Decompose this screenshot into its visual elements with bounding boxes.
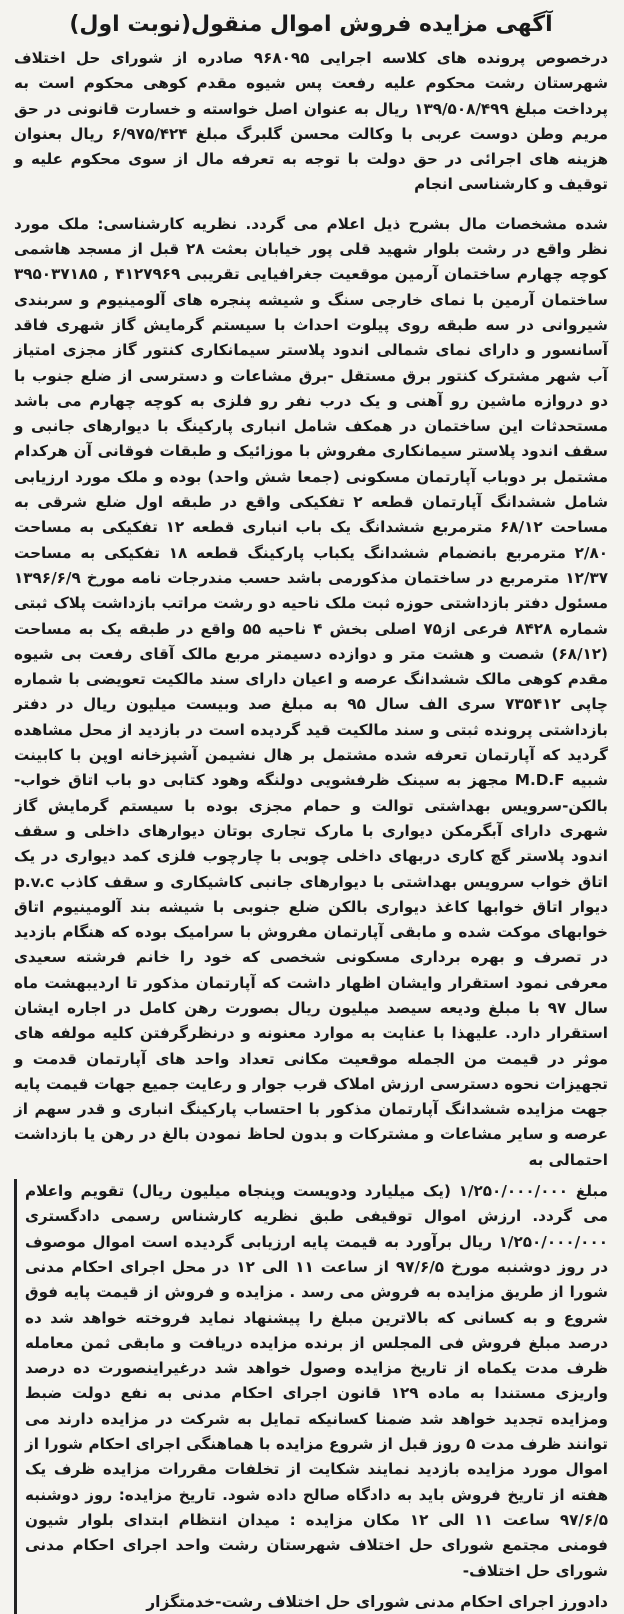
notice-auction-terms-block bbox=[14, 1179, 608, 1614]
notice-signature: دادورز اجرای احکام مدنی شورای حل اختلاف رشت-خدمتگزار bbox=[146, 1592, 608, 1611]
notice-paragraph-case: درخصوص پرونده های کلاسه اجرایی ۹۶۸۰۹۵ صادره از شورای حل اختلاف شهرستان رشت محکوم علیه رفعت پس شیوه مقدم کوهی محکوم است به پرداخت مبلغ ۱۳۹/۵۰۸/۴۹۹ ریال به عنوان اصل خواسته و خسارت قانونی در حق مریم وطن دوست عربی با وکالت محسن گلبرگ مبلغ ۶/۹۷۵/۴۲۴ ریال بعنوان هزینه های اجرائی در حق دولت با توجه به تعرفه مال از سوی محکوم علیه و توقیف و کارشناسی انجام bbox=[14, 49, 608, 194]
notice-paragraph-expert-opinion: شده مشخصات مال بشرح ذیل اعلام می گردد. نظریه کارشناسی: ملک مورد نظر واقع در رشت بلوار شهید قلی پور خیابان بعثت ۲۸ قبل از مسجد هاشمی کوچه چهارم ساختمان آرمین موقعیت جغرافیایی تقریبی ۴۱۲۷۹۶۹ , ۳۹۵۰۳۷۱۸۵ ساختمان آرمین با نمای خارجی سنگ و شیشه پنجره های آلومینیوم و سربندی شیروانی در سه طبقه روی پیلوت احداث با سیستم گرمایش گاز شهری فاقد آسانسور و دارای نمای شمالی اندود پلاستر سیمانکاری کنتور گاز مجزی امتیاز آب شهر مشترک کنتور برق مستقل -برق مشاعات و دسترسی از ضلع جنوب با دو دروازه ماشین رو آهنی و یک درب نفر رو فلزی به کوچه چهارم می باشد مستحدثات این ساختمان در همکف شامل انباری پارکینگ با دیوارهای جانبی و سقف اندود پلاستر سیمانکاری مفروش با موزائیک و طبقات فوقانی آن هرکدام مشتمل بر دوباب آپارتمان مسکونی (جمعا شش واحد) بوده و ملک مورد ارزیابی شامل ششدانگ آپارتمان قطعه ۲ تفکیکی واقع در طبقه اول ضلع شرقی به مساحت ۶۸/۱۲ مترمربع ششدانگ یک باب انباری قطعه ۱۲ تفکیکی به مساحت ۲/۸۰ مترمربع بانضمام ششدانگ یکباب پارکینگ قطعه ۱۸ تفکیکی به مساحت ۱۲/۳۷ مترمربع در ساختمان مذکورمی باشد حسب مندرجات نامه مورخ ۱۳۹۶/۶/۹ مسئول دفتر بازداشتی حوزه ثبت ملک ناحیه دو رشت مراتب بازداشت پلاک ثبتی شماره ۸۴۲۸ فرعی از۷۵ اصلی بخش ۴ ناحیه ۵۵ واقع در طبقه یک به مساحت (۶۸/۱۲) شصت و هشت متر و دوازده دسیمتر مربع مالک آقای رفعت بی شیوه مقدم کوهی مالک ششدانگ عرصه و اعیان دارای سند مالکیت تعویضی با شماره چاپی ۷۳۵۴۱۲ سری الف سال ۹۵ به مبلغ صد وبیست میلیون ریال در دفتر بازداشتی پرونده ثبتی و سند مالکیت قید گردیده است در بازدید از محل مشاهده گردید که آپارتمان تعرفه شده مشتمل بر هال نشیمن آشپزخانه اوپن با کابینت شبیه M.D.F مجهز به سینک ظرفشویی دولنگه وهود کتابی دو باب اتاق خواب-بالکن-سرویس بهداشتی توالت و حمام مجزی بوده با سیستم گرمایش گاز شهری دارای آبگرمکن دیواری با مارک تجاری بوتان دیوارهای داخلی و سقف اندود پلاستر گچ کاری دربهای داخلی چوبی با چارچوب فلزی کمد دیواری در یک اتاق خواب سرویس بهداشتی با دیوارهای جانبی کاشیکاری و سقف کاذب p.v.c دیوار اتاق خوابها کاغذ دیواری بالکن ضلع جنوبی با شیشه بند آلومینیوم اتاق خوابهای موکت شده و مابقی آپارتمان مفروش با سرامیک بوده که هنگام بازدید در تصرف و بهره برداری مسکونی شخصی که خود را خانم فرشته سعیدی معرفی نمود استقرار وایشان اظهار داشت که آپارتمان مذکور تا اردیبهشت ماه سال ۹۷ با مبلغ ودیعه سیصد میلیون ریال بصورت رهن کامل در اجاره ایشان استقرار دارد. علیهذا با عنایت به موارد معنونه و درنظرگرفتن کلیه مولفه های موثر در قیمت من الجمله موقعیت مکانی تعداد واحد های آپارتمان قدمت و تجهیزات نحوه دسترسی ارزش املاک قرب جوار و رعایت جمیع جهات قیمت پایه جهت مزایده ششدانگ آپارتمان مذکور با احتساب پارکینگ انباری و قدر سهم از عرصه و سایر مشاعات و مشترکات و بدون لحاظ نمودن بالغ در رهن یا بازداشت احتمالی به bbox=[14, 214, 608, 1169]
paragraph-gap bbox=[14, 198, 608, 212]
notice-paragraph-auction-terms: مبلغ ۱/۲۵۰/۰۰۰/۰۰۰ (یک میلیارد ودویست وپنجاه میلیون ریال) تقویم واعلام می گردد. ارزش اموال توقیفی طبق نظریه کارشناس رسمی دادگستری ۱/۲۵۰/۰۰۰/۰۰۰ ریال برآورد به قیمت پایه ارزیابی گردیده است اموال موصوف در روز دوشنبه مورخ ۹۷/۶/۵ از ساعت ۱۱ الی ۱۲ در محل اجرای احکام مدنی شورا از طریق مزایده به فروش می رسد . مزایده و فروش از قیمت پایه فوق شروع و به کسانی که بالاترین مبلغ را پیشنهاد نماید فروخته خواهد شد ده درصد مبلغ فروش فی المجلس از برنده مزایده دریافت و مابقی ثمن معامله ظرف مدت یکماه از تاریخ مزایده وصول خواهد شد درغیراینصورت ده درصد واریزی مستندا به ماده ۱۲۹ قانون اجرای احکام مدنی به نفع دولت ضبط ومزایده تجدید خواهد شد ضمنا کسانیکه تمایل به شرکت در مزایده دارند می توانند ظرف مدت ۵ روز قبل از شروع مزایده با هماهنگی اجرای احکام شورا از اموال مورد مزایده بازدید نمایند شکایت از تخلفات مقررات مزایده ظرف یک هفته از تاریخ فروش باید به دادگاه صالح داده شود. تاریخ مزایده: روز دوشنبه ۹۷/۶/۵ ساعت ۱۱ الی ۱۲ مکان مزایده : میدان انتظام ابتدای بلوار شیون فومنی مجتمع شورای حل اختلاف شهرستان رشت واحد اجرای احکام مدنی شورای حل اختلاف- bbox=[25, 1182, 609, 1580]
notice-title: آگهی مزایده فروش اموال منقول(نوبت اول) bbox=[69, 12, 553, 37]
